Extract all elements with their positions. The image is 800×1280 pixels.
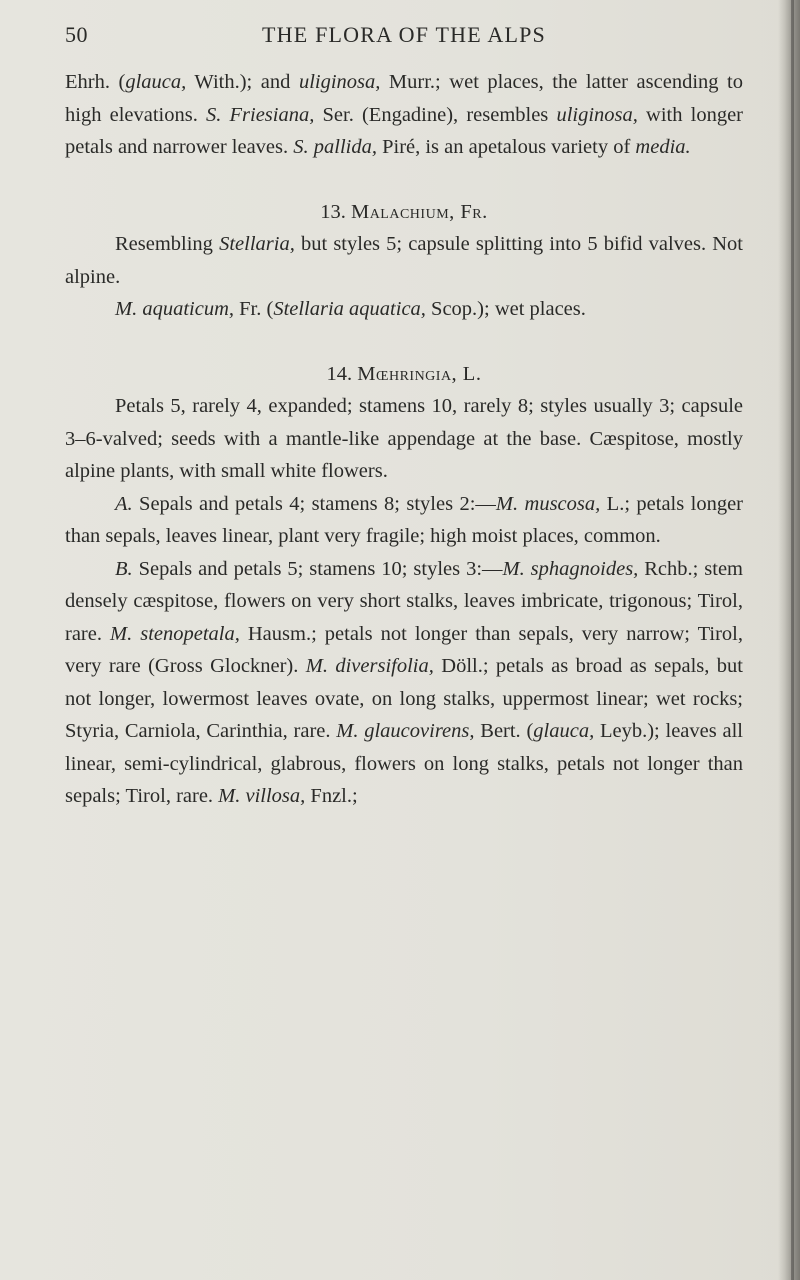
italic-text-run: B. — [115, 557, 133, 580]
page-body — [65, 66, 743, 813]
italic-text-run: uliginosa, — [556, 103, 638, 126]
paragraph-stellaria-continued — [65, 66, 743, 164]
italic-text-run: Stellaria aquatica, — [273, 298, 426, 320]
section-heading-moehringia — [65, 358, 743, 391]
text-run: Hausm.; petals not longer than sepals, very narrow; Tirol, very rare (Gross Glockner). — [65, 622, 743, 677]
text-run: Rchb.; stem densely cæspitose, flowers on very short stalks, leaves imbricate, trigonous; Tirol, rare. — [65, 557, 744, 645]
italic-text-run: Stellaria, — [219, 233, 295, 255]
genus-name: Mœhringia, L. — [357, 362, 482, 385]
text-run: Fnzl.; — [305, 785, 358, 807]
italic-text-run: M. villosa, — [218, 785, 306, 807]
italic-text-run: glauca, — [125, 71, 187, 93]
italic-text-run: media. — [635, 136, 691, 158]
text-run: Ser. (Engadine), resembles — [314, 103, 557, 126]
italic-text-run: glauca, — [533, 720, 595, 742]
text-run: but styles 5; capsule splitting into 5 bifid valves. Not alpine. — [65, 233, 743, 288]
page-header — [65, 22, 745, 56]
italic-text-run: M. glaucovirens, — [336, 720, 475, 742]
text-run: Scop.); wet places. — [425, 298, 586, 320]
italic-text-run: M. diversifolia, — [305, 655, 434, 677]
italic-text-run: M. aquaticum, — [115, 298, 234, 320]
text-run: Sepals and petals 5; stamens 10; styles 3:— — [132, 557, 503, 580]
paragraph-malachium-aquaticum — [65, 293, 743, 326]
text-run: Leyb.); leaves all linear, semi-cylindrical, glabrous, flowers on long stalks, petals not longer than sepals; Tirol, rare. — [65, 720, 743, 807]
paragraph-moehringia-group-a — [65, 488, 743, 553]
text-run: L.; petals longer than sepals, leaves linear, plant very fragile; high moist places, common. — [65, 492, 744, 547]
running-head: THE FLORA OF THE ALPS — [262, 22, 546, 47]
section-heading-malachium — [65, 196, 743, 229]
text-run: Ehrh. ( — [65, 71, 126, 93]
text-run: Piré, is an apetalous variety of — [376, 136, 636, 158]
text-run: Murr.; wet places, the latter ascending to high elevations. — [65, 71, 743, 126]
text-run: Döll.; petals as broad as sepals, but not longer, lowermost leaves ovate, on long stalks, uppermost linear; wet rocks; Styria, Carniola, Carinthia, rare. — [65, 655, 743, 742]
section-number: 14. — [326, 362, 353, 385]
paragraph-moehringia-group-b — [65, 553, 743, 813]
italic-text-run: M. muscosa, — [495, 492, 601, 515]
italic-text-run: M. sphagnoides, — [502, 557, 639, 580]
italic-text-run: S. pallida, — [293, 136, 377, 158]
italic-text-run: A. — [115, 492, 133, 515]
paragraph-moehringia-description — [65, 390, 743, 488]
text-run: Bert. ( — [474, 720, 534, 742]
section-number: 13. — [320, 200, 346, 223]
text-run: Sepals and petals 4; stamens 8; styles 2:— — [132, 492, 496, 515]
italic-text-run: S. Friesiana, — [205, 103, 315, 126]
paragraph-malachium-description — [65, 228, 743, 293]
text-run: With.); and — [186, 71, 299, 93]
text-run: with longer petals and narrower leaves. — [65, 103, 744, 158]
italic-text-run: uliginosa, — [298, 71, 381, 93]
genus-name: Malachium, Fr. — [350, 200, 488, 223]
text-run: Fr. ( — [234, 298, 274, 320]
text-run: Petals 5, rarely 4, expanded; stamens 10, rarely 8; styles usually 3; capsule 3–6-valved; seeds with a mantle-like appendage at the base. Cæspitose, mostly alpine plants, with small white flowers. — [65, 395, 743, 482]
page-number: 50 — [65, 22, 88, 47]
page-edge-shadow — [778, 0, 800, 1280]
italic-text-run: M. stenopetala, — [110, 622, 240, 645]
text-run: Resembling — [115, 233, 220, 255]
